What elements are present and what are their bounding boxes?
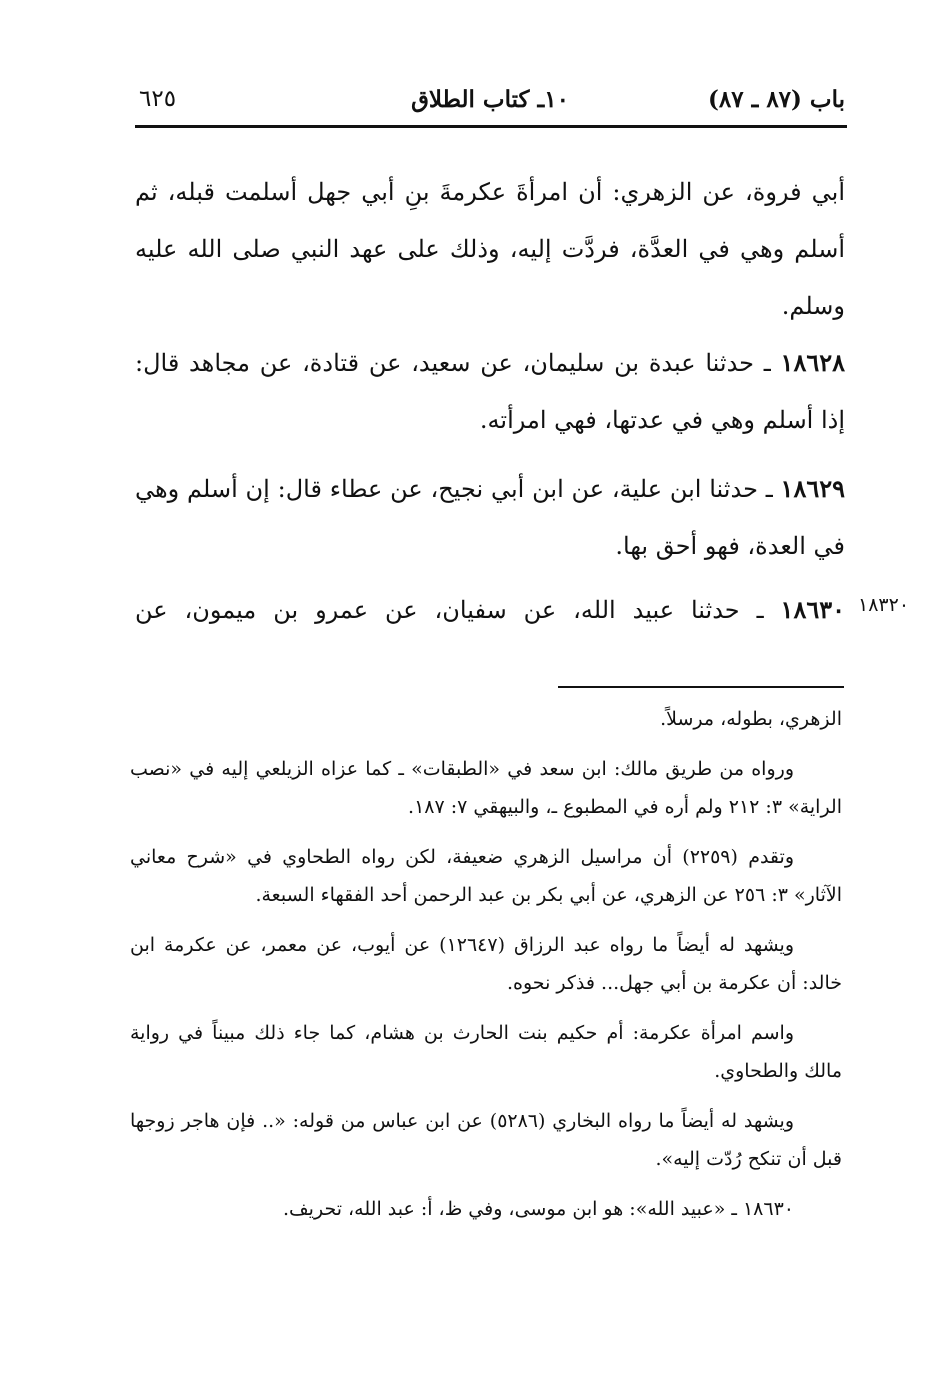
header-rule: [135, 125, 847, 128]
footnote: واسم امرأة عكرمة: أم حكيم بنت الحارث بن هشام، كما جاء ذلك مبيناً في رواية مالك والطحاوي.: [130, 1022, 842, 1082]
hadith-text: ـ حدثنا ابن علية، عن ابن أبي نجيح، عن عطاء قال: إن أسلم وهي في العدة، فهو أحق بها.: [135, 475, 845, 560]
hadith-text: ـ حدثنا عبدة بن سليمان، عن سعيد، عن قتادة، عن مجاهد قال: إذا أسلم وهي في عدتها، فهي امرأته.: [135, 349, 845, 434]
footnote: ١٨٦٣٠ ـ «عبيد الله»: هو ابن موسى، وفي ظ، أ: عبد الله، تحريف.: [282, 1198, 794, 1220]
footnote: وتقدم (٢٢٥٩) أن مراسيل الزهري ضعيفة، لكن رواه الطحاوي في «شرح معاني الآثار» ٣: ٢٥٦ عن الزهري، عن أبي بكر بن عبد الرحمن أحد الفقهاء السبعة.: [130, 846, 842, 906]
paragraph-continuation: أبي فروة، عن الزهري: أن امرأةَ عكرمةَ بنِ أبي جهل أسلمت قبله، ثم أسلم وهي في العدَّة، فردَّت إليه، وذلك على عهد النبي صلى الله عليه وسلم.: [135, 178, 845, 320]
book-title: ١٠ـ كتاب الطلاق: [411, 86, 569, 113]
chapter-range: باب (٨٧ ـ ٨٧): [707, 86, 845, 113]
hadith-number: ١٨٦٣٠: [780, 595, 845, 624]
footnote-separator: [558, 686, 844, 688]
hadith-18628: [135, 334, 845, 449]
page-number: ٦٢٥: [139, 86, 177, 112]
hadith-text: ـ حدثنا عبيد الله، عن سفيان، عن عمرو بن ميمون، عن: [135, 596, 781, 624]
footnote: ويشهد له أيضاً ما رواه عبد الرزاق (١٢٦٤٧) عن أيوب، عن معمر، عن عكرمة ابن خالد: أن عكرمة بن أبي جهل... فذكر نحوه.: [130, 934, 842, 994]
footnote: ورواه من طريق مالك: ابن سعد في «الطبقات» ـ كما عزاه الزيلعي إليه في «نصب الراية» ٣: ٢١٢ ولم أره في المطبوع ـ، والبيهقي ٧: ١٨٧.: [130, 758, 842, 818]
footnote: الزهري، بطوله، مرسلاً.: [660, 708, 842, 730]
footnotes: [130, 700, 842, 1240]
hadith-18630: [135, 581, 845, 639]
hadith-18629: [135, 460, 845, 575]
hadith-number: ١٨٦٢٨: [780, 348, 845, 377]
margin-reference-number: ١٨٣٢٠: [858, 594, 910, 616]
hadith-number: ١٨٦٢٩: [780, 474, 845, 503]
footnote: ويشهد له أيضاً ما رواه البخاري (٥٢٨٦) عن ابن عباس من قوله: «.. فإن هاجر زوجها قبل أن تنكح رُدّت إليه».: [130, 1110, 842, 1170]
page-header: [135, 86, 845, 126]
